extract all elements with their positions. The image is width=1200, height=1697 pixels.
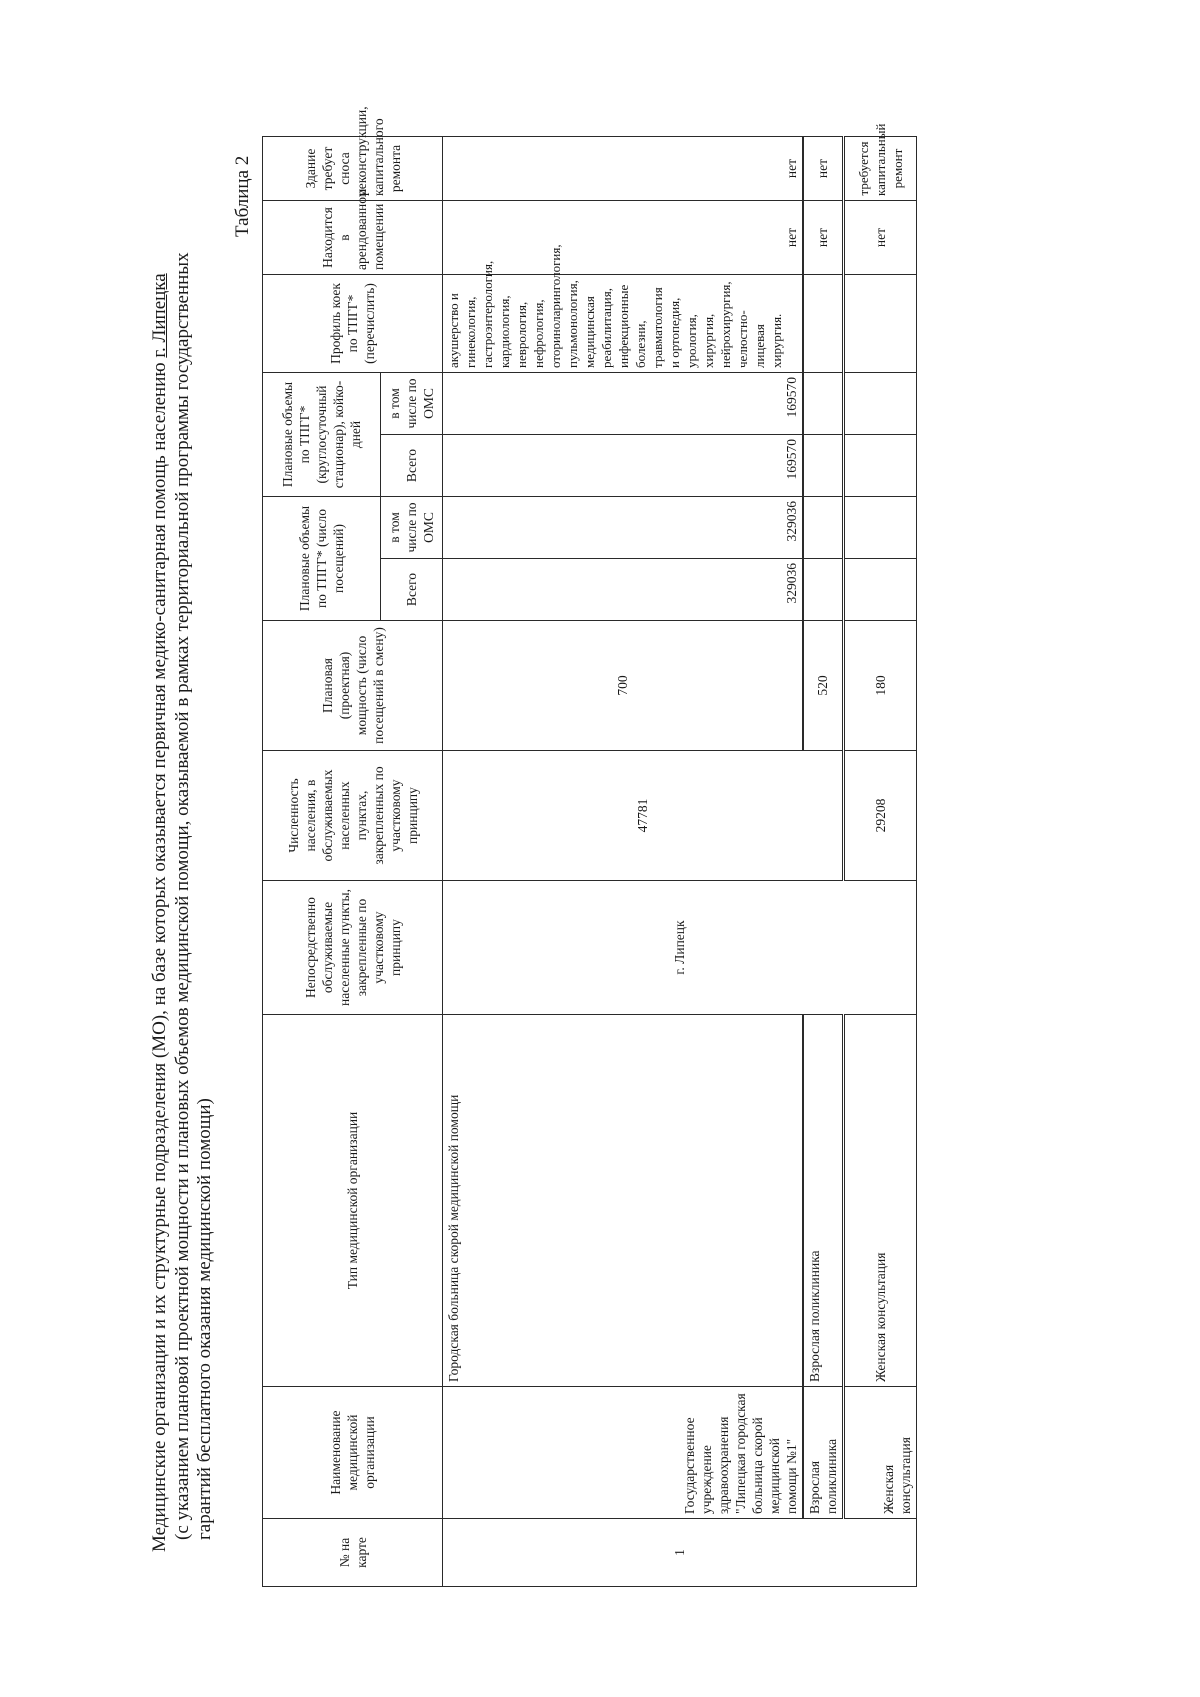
facilities-table: [262, 106, 917, 1587]
empty-cell: [843, 373, 916, 435]
col-visits-oms: в том числе по ОМС: [381, 497, 443, 559]
women-type-cell: Женская консультация: [843, 1015, 916, 1387]
map-number: 1: [443, 1519, 917, 1587]
repair-women: требуется капитальный ремонт: [843, 137, 916, 201]
beds-oms: 169570: [443, 373, 803, 435]
table-row: [843, 137, 916, 1587]
visits-oms: 329036: [443, 497, 803, 559]
col-beds-group: Плановые объемы по ТПГГ* (круглосуточный стационар), койко-дней: [263, 373, 381, 497]
org-name-cell: Государственное учреждение здравоохранения "Липецкая городская больница скорой медицинской помощи №1": [443, 1387, 803, 1519]
rented-main: нет: [443, 201, 803, 275]
col-visits-total: Всего: [381, 559, 443, 621]
empty-cell: [803, 435, 844, 497]
col-beds-oms: в том числе по ОМС: [381, 373, 443, 435]
population-women: 29208: [843, 751, 916, 881]
col-org-type: Тип медицинской организации: [263, 1015, 443, 1387]
repair-adult: нет: [803, 137, 844, 201]
capacity-adult: 520: [803, 621, 844, 751]
population-main: 47781: [443, 751, 844, 881]
capacity-main: 700: [443, 621, 803, 751]
heading-title: [148, 252, 172, 1552]
col-rented: Находится в арендованном помещении: [263, 201, 443, 275]
adult-type-cell: Взрослая поликлиника: [803, 1015, 844, 1387]
capacity-women: 180: [843, 621, 916, 751]
heading-city: г. Липецка: [149, 273, 170, 358]
header-row-1: [263, 137, 381, 1587]
col-population: Численность населения, в обслуживаемых населенных пунктах, закрепленных по участковому принципу: [263, 751, 443, 881]
col-org-name: Наименование медицинской организации: [263, 1387, 443, 1519]
heading-text: Медицинские организации и их структурные подразделения (МО), на базе которых оказывается первичная медико-санитарная помощь населению: [149, 357, 170, 1552]
hospital-type-cell: Городская больница скорой медицинской помощи: [443, 1015, 803, 1387]
beds-total: 169570: [443, 435, 803, 497]
empty-cell: [843, 559, 916, 621]
repair-main: нет: [443, 137, 803, 201]
empty-cell: [803, 275, 844, 373]
table-label: Таблица 2: [232, 155, 253, 237]
heading-subtitle: (с указанием плановой проектной мощности и плановых объемов медицинской помощи, оказываемой в рамках территориальной программы государственных гарантий бесплатного оказания медицинской помощи): [172, 252, 215, 1540]
empty-cell: [803, 373, 844, 435]
col-repair: Здание требует сноса реконструкции, капитального ремонта: [263, 137, 443, 201]
empty-cell: [843, 497, 916, 559]
empty-cell: [843, 435, 916, 497]
col-beds-total: Всего: [381, 435, 443, 497]
document-heading: [148, 252, 216, 1552]
col-bed-profile: Профиль коек по ТПГГ* (перечислить): [263, 275, 443, 373]
visits-total: 329036: [443, 559, 803, 621]
empty-cell: [803, 559, 844, 621]
bed-profile-cell: акушерство и гинекология, гастроэнтерология, кардиология, неврология, нефрология, оториноларингология, пульмонология, медицинская реабилитация, инфекционные болезни, травматология и ортопедия, урология, хирургия, нейрохирургия, челюстно-лицевая хирургия.: [443, 275, 803, 373]
rented-adult: нет: [803, 201, 844, 275]
col-served: Непосредственно обслуживаемые населенные пункты, закрепленные по участковому принципу: [263, 881, 443, 1015]
col-capacity: Плановая (проектная) мощность (число посещений в смену): [263, 621, 443, 751]
women-name-cell: Женская консультация: [843, 1387, 916, 1519]
table-row: [443, 137, 803, 1587]
empty-cell: [803, 497, 844, 559]
rented-women: нет: [843, 201, 916, 275]
col-visits-group: Плановые объемы по ТПГГ* (число посещений): [263, 497, 381, 621]
empty-cell: [843, 275, 916, 373]
col-map-no: № на карте: [263, 1519, 443, 1587]
city-cell: г. Липецк: [443, 881, 917, 1015]
adult-name-cell: Взрослая поликлиника: [803, 1387, 844, 1519]
